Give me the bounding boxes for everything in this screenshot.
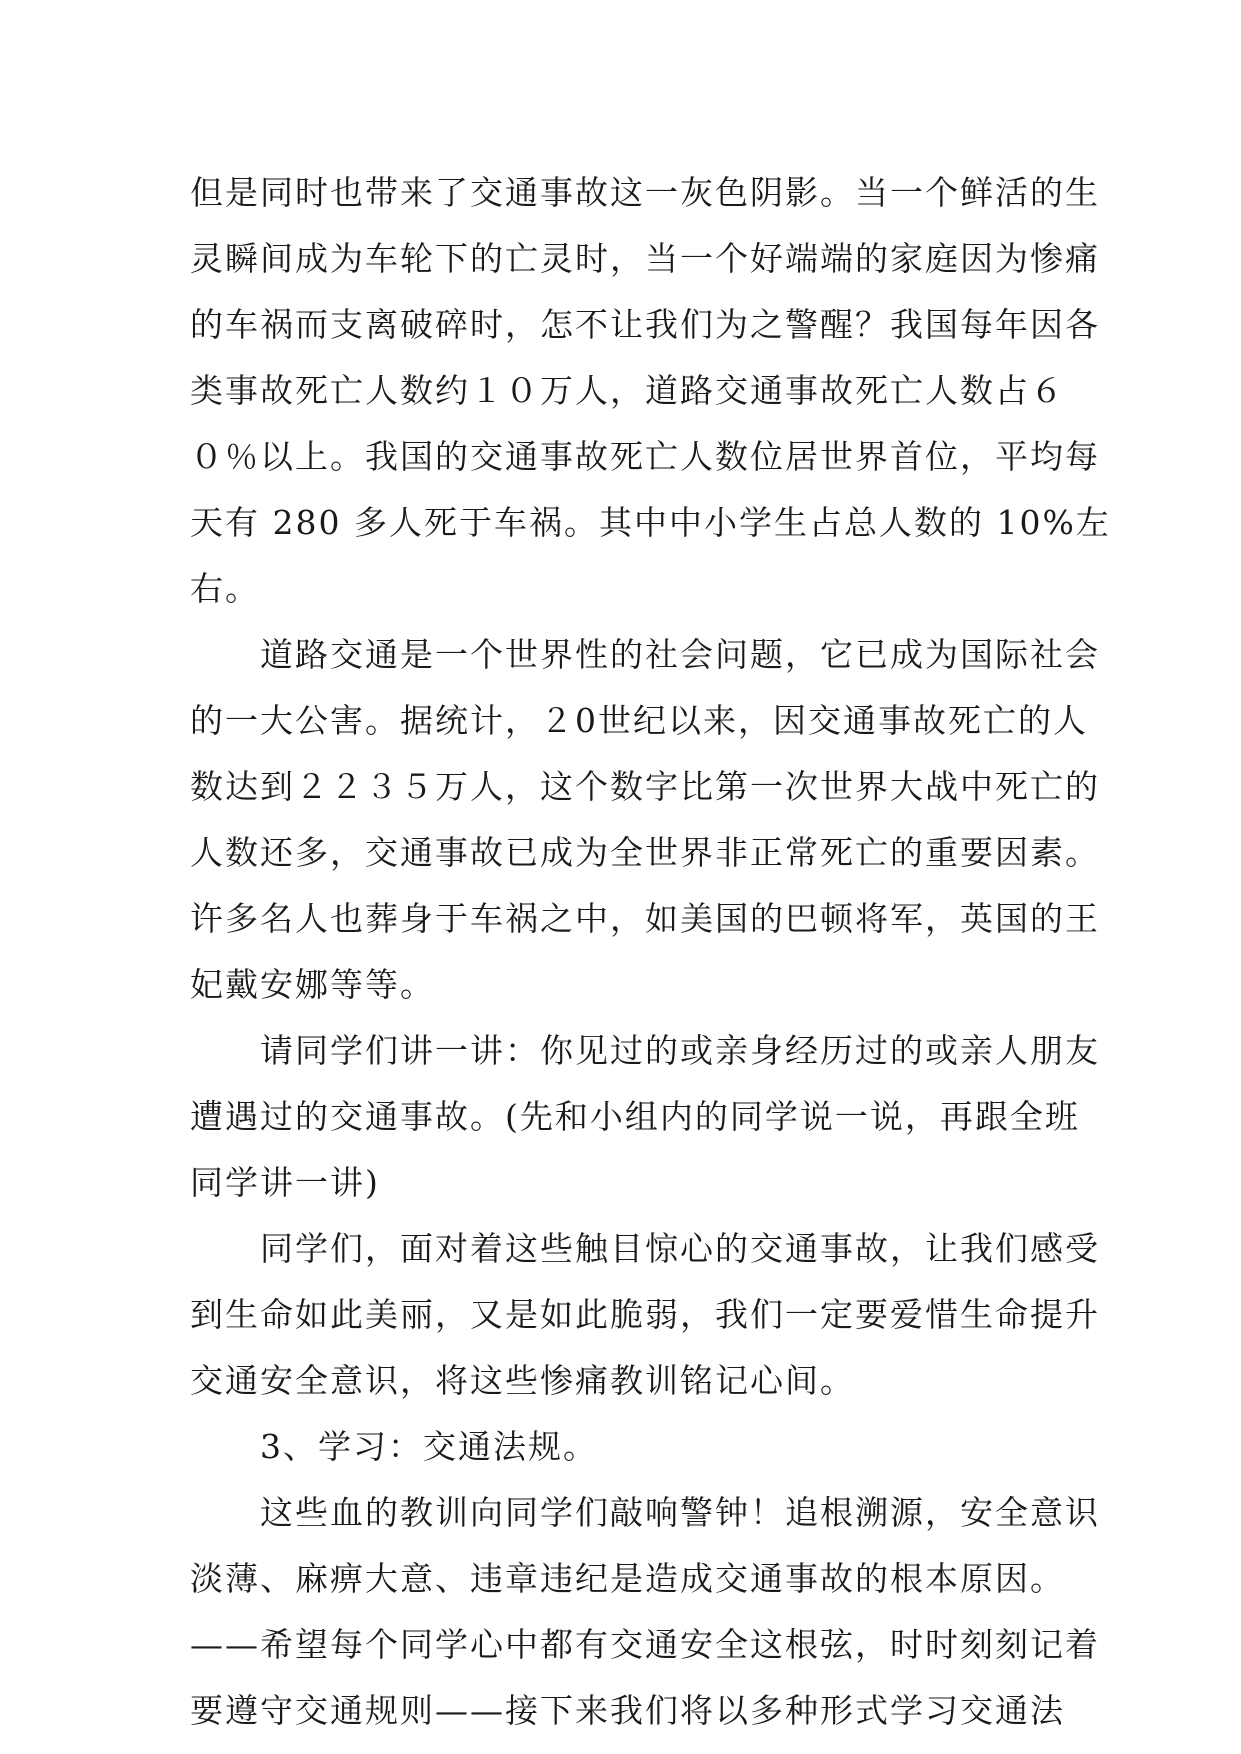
- text-line: 到生命如此美丽，又是如此脆弱，我们一定要爱惜生命提升: [190, 1295, 1100, 1334]
- text-line: 许多名人也葬身于车祸之中，如美国的巴顿将军，英国的王: [190, 899, 1100, 938]
- text-line: 要遵守交通规则——接下来我们将以多种形式学习交通法: [190, 1691, 1065, 1730]
- text-line: 但是同时也带来了交通事故这一灰色阴影。当一个鲜活的生: [190, 173, 1100, 212]
- text-line: 右。: [190, 569, 260, 608]
- text-line: 同学讲一讲): [190, 1163, 380, 1202]
- text-line: 淡薄、麻痹大意、违章违纪是造成交通事故的根本原因。: [190, 1559, 1065, 1598]
- text-line: 交通安全意识，将这些惨痛教训铭记心间。: [190, 1361, 855, 1400]
- text-line: 遭遇过的交通事故。(先和小组内的同学说一说，再跟全班: [190, 1097, 1080, 1136]
- text-line: 同学们，面对着这些触目惊心的交通事故，让我们感受: [190, 1229, 1100, 1268]
- text-line: ——希望每个同学心中都有交通安全这根弦，时时刻刻记着: [190, 1625, 1100, 1664]
- text-line: 道路交通是一个世界性的社会问题，它已成为国际社会: [190, 635, 1100, 674]
- text-line: 灵瞬间成为车轮下的亡灵时，当一个好端端的家庭因为惨痛: [190, 239, 1100, 278]
- text-line: 类事故死亡人数约１０万人，道路交通事故死亡人数占６: [190, 371, 1065, 410]
- text-line: 这些血的教训向同学们敲响警钟！追根溯源，安全意识: [190, 1493, 1100, 1532]
- text-line: ０％以上。我国的交通事故死亡人数位居世界首位，平均每: [190, 437, 1100, 476]
- text-line: 请同学们讲一讲：你见过的或亲身经历过的或亲人朋友: [190, 1031, 1100, 1070]
- text-line: 的一大公害。据统计，２0世纪以来，因交通事故死亡的人: [190, 701, 1088, 740]
- text-line: 人数还多，交通事故已成为全世界非正常死亡的重要因素。: [190, 833, 1100, 872]
- text-line: 天有 280 多人死于车祸。其中中小学生占总人数的 10%左: [190, 503, 1111, 542]
- body-text: [190, 160, 1111, 1744]
- text-line: 数达到２２３５万人，这个数字比第一次世界大战中死亡的: [190, 767, 1100, 806]
- text-line: 妃戴安娜等等。: [190, 965, 435, 1004]
- text-line: 3、学习：交通法规。: [190, 1427, 598, 1466]
- text-line: 的车祸而支离破碎时，怎不让我们为之警醒？我国每年因各: [190, 305, 1100, 344]
